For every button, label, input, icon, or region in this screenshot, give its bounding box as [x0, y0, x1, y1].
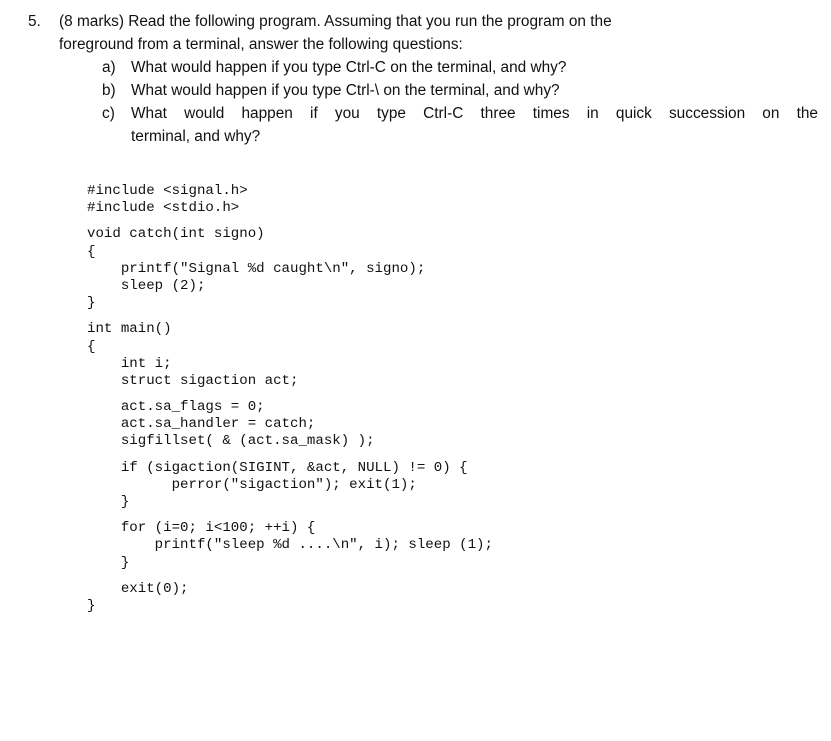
- code-line: int main(): [87, 321, 172, 338]
- question-number: 5.: [28, 13, 41, 30]
- code-line: printf("Signal %d caught\n", signo);: [87, 260, 426, 277]
- code-line: [87, 572, 493, 581]
- code-line: printf("sleep %d ....\n", i); sleep (1);: [87, 537, 493, 554]
- code-line: [87, 217, 493, 226]
- code-line: sleep (2);: [87, 277, 206, 294]
- code-line: [87, 312, 493, 321]
- question-intro-text-1: (8 marks) Read the following program. Assuming that you run the program on the: [59, 13, 612, 30]
- question-intro-line-1: [28, 10, 818, 33]
- code-line: #include <stdio.h>: [87, 200, 240, 217]
- code-line: }: [87, 494, 130, 510]
- code-line: [87, 511, 493, 520]
- code-line: struct sigaction act;: [87, 372, 299, 389]
- item-label: b): [102, 82, 116, 99]
- item-text-line-1: What would happen if you type Ctrl-C three times in quick succession on the: [131, 105, 818, 122]
- code-line: act.sa_handler = catch;: [87, 416, 316, 433]
- code-line: [87, 390, 493, 399]
- code-line: }: [87, 295, 96, 312]
- code-line: act.sa_flags = 0;: [87, 399, 265, 416]
- item-text: What would happen if you type Ctrl-C on the terminal, and why?: [131, 59, 567, 76]
- code-line: sigfillset( & (act.sa_mask) );: [87, 433, 375, 450]
- code-line: {: [87, 243, 96, 260]
- code-line: perror("sigaction"); exit(1);: [87, 476, 417, 493]
- code-line: if (sigaction(SIGINT, &act, NULL) != 0) {: [87, 459, 468, 476]
- item-label: c): [102, 105, 115, 122]
- question-item-b: [28, 79, 818, 102]
- code-line: for (i=0; i<100; ++i) {: [87, 520, 316, 537]
- question-intro-line-2: foreground from a terminal, answer the following questions:: [59, 36, 463, 53]
- code-line: {: [87, 338, 96, 355]
- question-item-a: [28, 56, 818, 79]
- code-line: #include <signal.h>: [87, 183, 248, 199]
- question-item-c: [28, 102, 818, 125]
- item-label: a): [102, 59, 116, 76]
- question-item-c-continued: terminal, and why?: [131, 128, 261, 145]
- code-line: [87, 451, 493, 460]
- code-line: void catch(int signo): [87, 226, 265, 243]
- item-text: What would happen if you type Ctrl-\ on the terminal, and why?: [131, 82, 560, 99]
- code-listing: [87, 183, 493, 615]
- code-line: exit(0);: [87, 580, 189, 597]
- code-line: }: [87, 554, 130, 571]
- question-block: [28, 10, 818, 148]
- code-line: int i;: [87, 355, 172, 372]
- code-line: }: [87, 597, 96, 614]
